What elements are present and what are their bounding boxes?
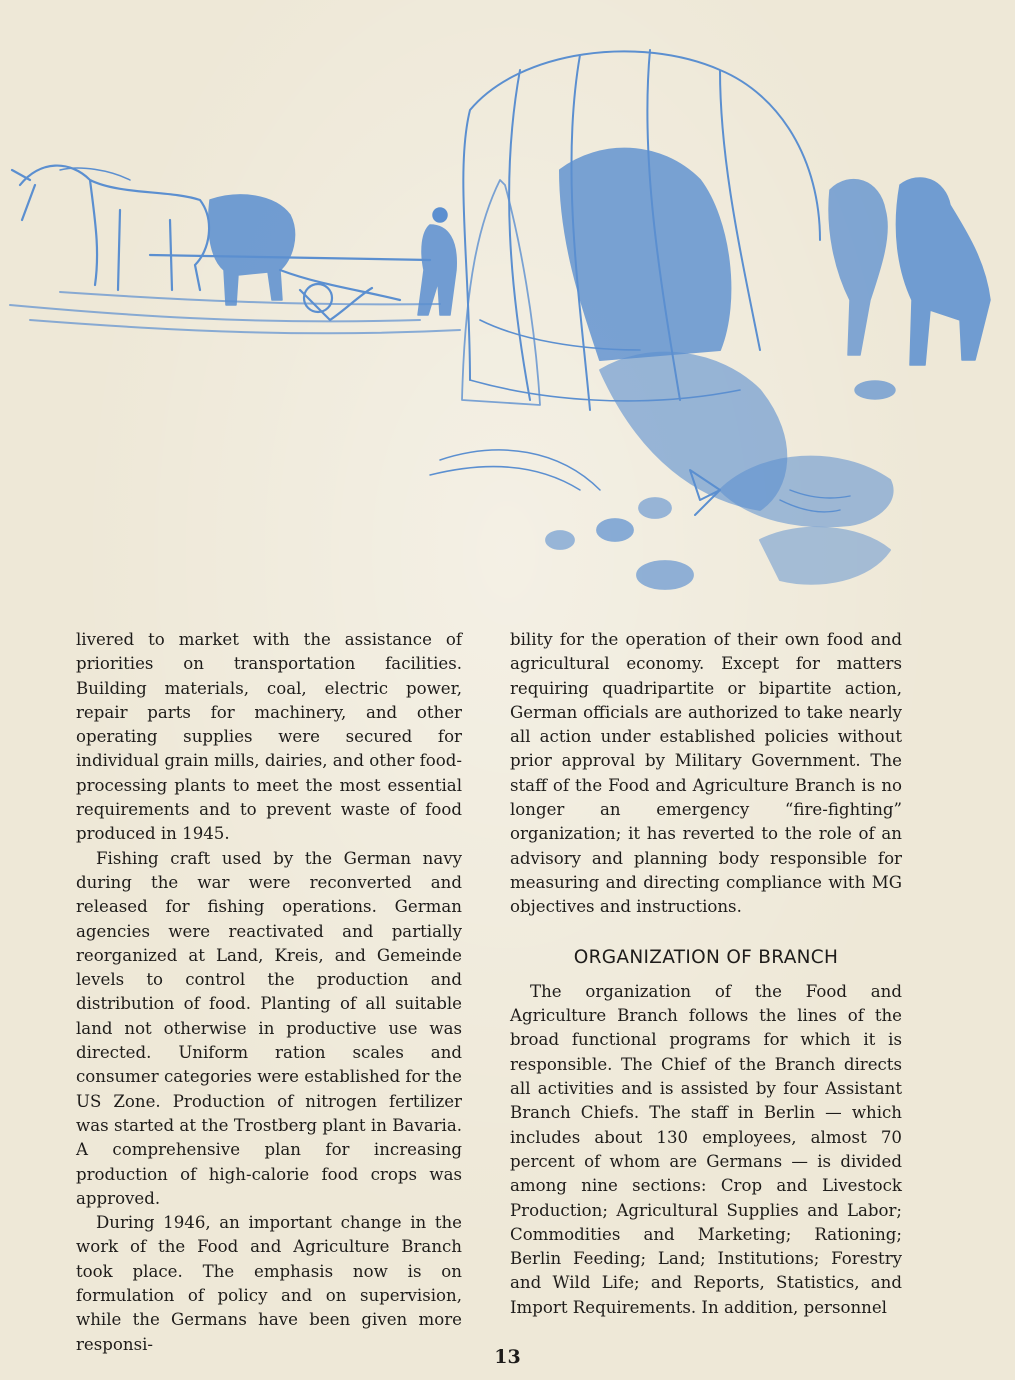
page-number: 13 (494, 1346, 521, 1368)
plowman (418, 208, 456, 315)
horse-right (209, 195, 295, 305)
left-paragraph-1: livered to market with the assistance of priorities on transportation facilities. Building materials, coal, electric power, repair parts for machinery, and other operating supplies were secured for individual grain mills, dairies, and other food-processing plants to meet the most essential requirements and to prevent waste of food produced in 1945. (76, 630, 462, 844)
horse-left (12, 166, 209, 290)
right-column (510, 628, 902, 1320)
left-column (76, 628, 462, 1357)
produce (430, 353, 786, 589)
left-paragraph-2: Fishing craft used by the German navy during the war were reconverted and released for fishing operations. German agencies were reactivated and partially reorganized at Land, Kreis, and Gemeinde levels to control the production and distribution of food. Planting of all suitable land not otherwise in productive use was directed. Uniform ration scales and consumer categories were established for the US Zone. Production of nitrogen fertilizer was started at the Trostberg plant in Bavaria. A comprehensive plan for increasing production of high-calorie food crops was approved. (76, 848, 462, 1208)
left-paragraph-3: During 1946, an important change in the work of the Food and Agriculture Branch took place. The emphasis now is on formulation of policy and on supervision, while the Germans have been given more responsi- (76, 1213, 462, 1354)
workers-right (829, 178, 990, 399)
worker-robe (462, 180, 540, 405)
right-paragraph-2: The organization of the Food and Agriculture Branch follows the lines of the broad functional programs for which it is responsible. The Chief of the Branch directs all activities and is assisted by four Assistant Branch Chiefs. The staff in Berlin — which includes about 130 employees, almost 70 percent of whom are Germans — is divided among nine sections: Crop and Livestock Production; Agricultural Supplies and Labor; Commodities and Marketing; Rationing; Berlin Feeding; Land; Institutions; Forestry and Wild Life; and Reports, Statistics, and Import Requirements. In addition, personnel (510, 981, 902, 1317)
farm-illustration (0, 20, 1015, 620)
section-heading: ORGANIZATION OF BRANCH (573, 946, 839, 968)
plow (150, 255, 430, 320)
right-paragraph-1: bility for the operation of their own food and agricultural economy. Except for matters requiring quadripartite or bipartite action, German officials are authorized to take nearly all action under established policies without prior approval by Military Government. The staff of the Food and Agriculture Branch is no longer an emergency “fire-fighting” organization; it has reverted to the role of an advisory and planning body responsible for measuring and directing compliance with MG objectives and instructions. (510, 630, 902, 917)
